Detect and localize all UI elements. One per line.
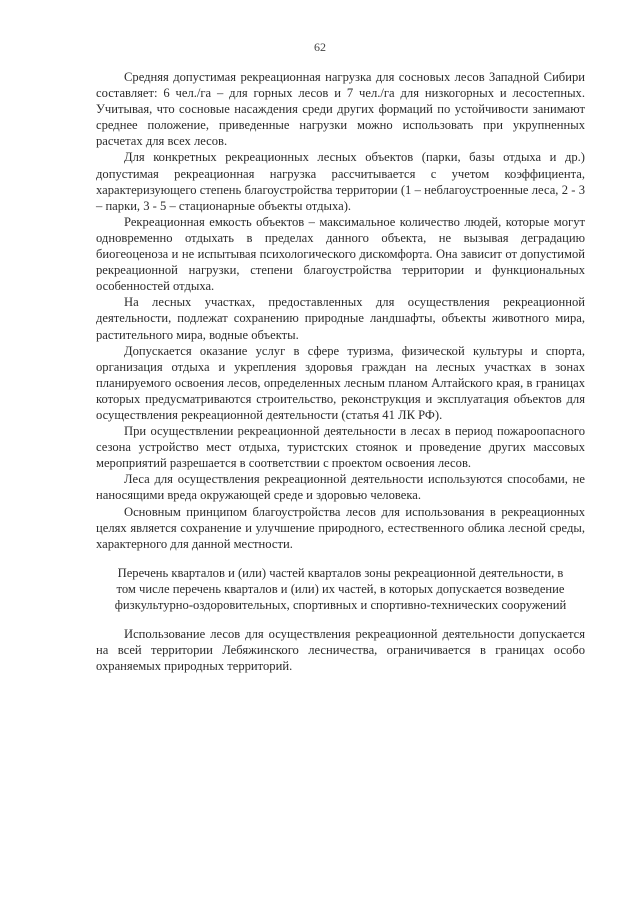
- paragraph-recreational-capacity: Рекреационная емкость объектов – максимальное количество людей, которые могут одновременно отдыхать в пределах данного объекта, не вызывая деградацию биогеоценоза и не испытывая психологического дискомфорта. Она зависит от допустимой рекреационной нагрузки, степени благоустройства территории и функциональных особенностей отдыха.: [96, 214, 585, 294]
- paragraph-usage-methods: Леса для осуществления рекреационной деятельности используются способами, не наносящими вреда окружающей среде и здоровью человека.: [96, 472, 585, 503]
- paragraph-fire-season: При осуществлении рекреационной деятельности в лесах в период пожароопасного сезона устройство мест отдыха, туристских стоянок и проведение других массовых мероприятий разрешается в соответствии с проектом освоения лесов.: [96, 424, 585, 471]
- section-heading: Перечень кварталов и (или) частей кварталов зоны рекреационной деятельности, в том числе перечень кварталов и (или) их частей, в которых допускается возведение физкультурно-оздоровительных, спортивных и спортивно-технических сооружений: [114, 565, 567, 612]
- paragraph-landscaping-principle: Основным принципом благоустройства лесов для использования в рекреационных целях является сохранение и улучшение природного, естественного облика лесной среды, характерного для данной местности.: [96, 504, 585, 551]
- page-body: [96, 69, 585, 674]
- paragraph-permitted-services: Допускается оказание услуг в сфере туризма, физической культуры и спорта, организация отдыха и укрепления здоровья граждан на лесных участках в зонах планируемого освоения лесов, определенных лесным планом Алтайского края, в границах которых предусматриваются строительство, реконструкция и эксплуатация объектов для осуществления рекреационной деятельности (статья 41 ЛК РФ).: [96, 343, 585, 422]
- paragraph-recreational-load: Средняя допустимая рекреационная нагрузка для сосновых лесов Западной Сибири составляет: 6 чел./га – для горных лесов и 7 чел./га для низкогорных и лесостепных. Учитывая, что сосновые насаждения среди других формаций по устойчивости занимают среднее положение, приведенные нагрузки можно использовать при укрупненных расчетах для всех лесов.: [96, 70, 585, 149]
- paragraph-territory-usage: Использование лесов для осуществления рекреационной деятельности допускается на всей территории Лебяжинского лесничества, ограничивается в границах особо охраняемых природных территорий.: [96, 627, 585, 674]
- paragraph-load-coefficient: Для конкретных рекреационных лесных объектов (парки, базы отдыха и др.) допустимая рекреационная нагрузка рассчитывается с учетом коэффициента, характеризующего степень благоустройства территории (1 – неблагоустроенные леса, 2 - 3 – парки, 3 - 5 – стационарные объекты отдыха).: [96, 150, 585, 213]
- paragraph-preserved-objects: На лесных участках, предоставленных для осуществления рекреационной деятельности, подлежат сохранению природные ландшафты, объекты животного мира, растительного мира, водные объекты.: [96, 295, 585, 342]
- page-number: 62: [314, 40, 326, 54]
